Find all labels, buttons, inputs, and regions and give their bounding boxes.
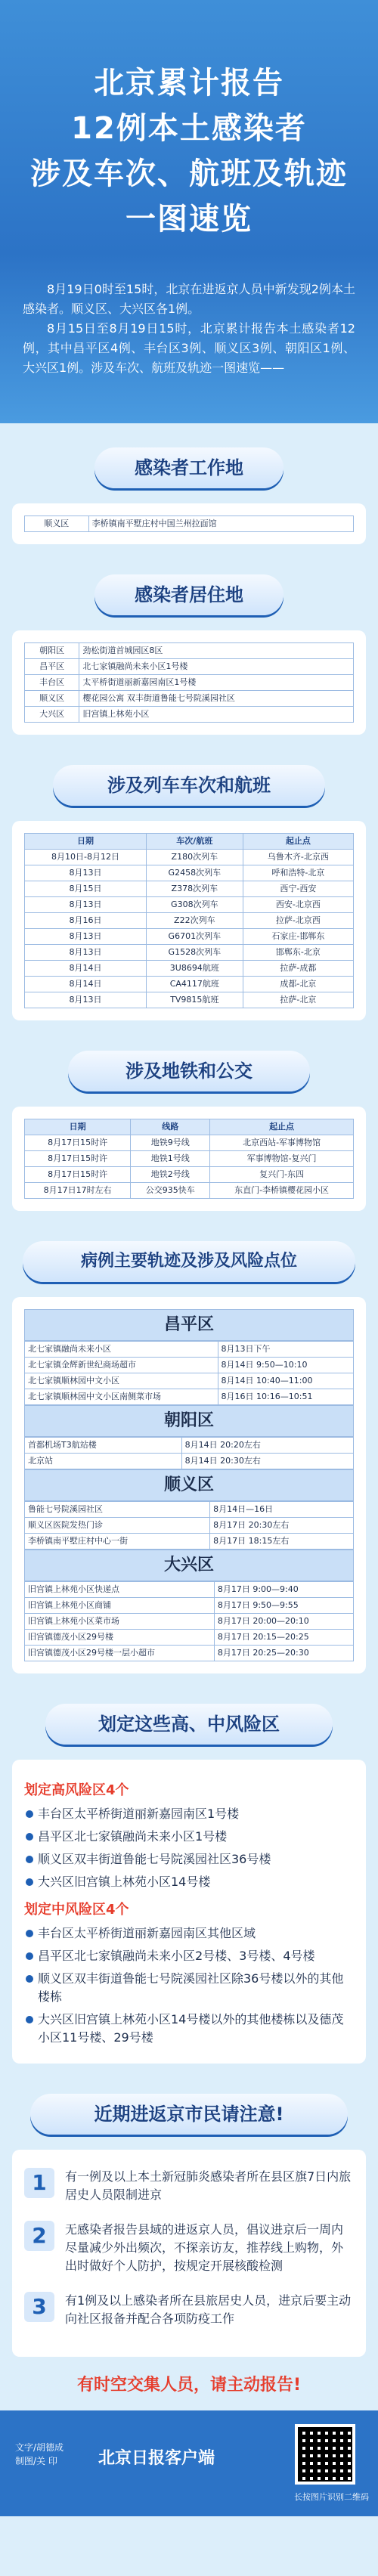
table-row (25, 659, 354, 675)
table-cell: 旧宫镇上林苑小区快递点 (25, 1582, 215, 1598)
table-cell: 8月17日 20:25—20:30 (214, 1646, 353, 1661)
table-row (25, 1630, 354, 1646)
notice-item (24, 2168, 354, 2204)
table-header-row (25, 1119, 354, 1135)
district-table (24, 1501, 354, 1550)
section-title: 涉及列车车次和航班 (53, 765, 325, 806)
residence-card (12, 630, 366, 735)
risk-card (12, 1760, 366, 2064)
table-cell: 北七家镇融尚未来小区 (25, 1342, 218, 1358)
table-row (25, 707, 354, 723)
table-cell: G308次列车 (146, 897, 243, 913)
table-cell: CA4117航班 (146, 977, 243, 992)
table-cell: 拉萨-北京 (243, 992, 353, 1008)
table-row (25, 1373, 354, 1389)
notice-item (24, 2292, 354, 2328)
table-row (25, 865, 354, 881)
section-metro (12, 1051, 366, 1211)
section-title: 近期进返京市民请注意! (30, 2094, 348, 2135)
table-cell: 樱花园公寓 双丰街道鲁能七号院溪园社区 (79, 691, 354, 707)
table-cell: 8月14日 20:20左右 (181, 1438, 353, 1454)
table-cell: 丰台区 (25, 675, 79, 691)
table-cell: 地铁2号线 (131, 1167, 210, 1183)
table-cell: 西宁-西安 (243, 881, 353, 897)
table-cell: 8月13日 (25, 865, 147, 881)
table-cell: 北七家镇顺林园中文小区南侧菜市场 (25, 1389, 218, 1405)
risk-area-item: 丰台区太平桥街道丽新嘉园南区1号楼 (24, 1805, 354, 1823)
table-row (25, 675, 354, 691)
table-row (25, 1582, 354, 1598)
table-cell: 8月17日15时许 (25, 1135, 131, 1151)
table-cell: 北京西站-军事博物馆 (210, 1135, 354, 1151)
district-table (24, 1341, 354, 1405)
table-cell: 邯郸东-北京 (243, 945, 353, 961)
district-table (24, 1581, 354, 1661)
mid-risk-title: 划定中风险区4个 (24, 1902, 129, 1918)
table-row (25, 977, 354, 992)
intro-p1: 8月19日0时至15时，北京在进返京人员中新发现2例本土感染者。顺义区、大兴区各1例。 (23, 282, 355, 316)
table-cell: 8月17日 18:15左右 (210, 1534, 354, 1550)
table-cell: 北京站 (25, 1454, 182, 1469)
table-cell: 8月14日 10:40—11:00 (218, 1373, 353, 1389)
table-header: 起止点 (210, 1119, 354, 1135)
table-cell: 8月13日 (25, 929, 147, 945)
table-cell: Z378次列车 (146, 881, 243, 897)
table-cell: 8月13日 (25, 945, 147, 961)
title-line4: 一图速览 (125, 202, 253, 237)
table-cell: 石家庄-邯郸东 (243, 929, 353, 945)
high-risk-title: 划定高风险区4个 (24, 1782, 129, 1798)
table-row (25, 643, 354, 659)
mid-risk-list (24, 1924, 354, 2047)
table-cell: 旧宫镇德茂小区29号楼一层小超市 (25, 1646, 215, 1661)
table-row (25, 1502, 354, 1518)
table-cell: 8月17日 9:50—9:55 (214, 1598, 353, 1614)
table-cell: 8月17日 9:00—9:40 (214, 1582, 353, 1598)
title-line3: 涉及车次、航班及轨迹 (30, 156, 348, 191)
district-header: 顺义区 (24, 1469, 354, 1501)
table-cell: 李桥镇南平墅庄村中心一街 (25, 1534, 210, 1550)
table-cell: Z180次列车 (146, 850, 243, 865)
credit-design: 制图/关 印 (15, 2456, 57, 2466)
table-header: 车次/航班 (146, 834, 243, 850)
table-cell: TV9815航班 (146, 992, 243, 1008)
table-row (25, 1614, 354, 1630)
table-cell: G6701次列车 (146, 929, 243, 945)
table-header: 日期 (25, 1119, 131, 1135)
table-cell: 顺义区医院发热门诊 (25, 1518, 210, 1534)
table-cell: 乌鲁木齐-北京西 (243, 850, 353, 865)
table-cell: 8月17日15时许 (25, 1167, 131, 1183)
intro-text (23, 280, 355, 378)
district-table (24, 1437, 354, 1469)
slogan: 有时空交集人员，请主动报告! (76, 2376, 302, 2395)
workplace-table (24, 516, 354, 532)
table-row (25, 913, 354, 929)
qr-code-icon[interactable] (295, 2424, 355, 2485)
table-row (25, 1135, 354, 1151)
metro-card (12, 1107, 366, 1211)
table-cell: 8月17日15时许 (25, 1151, 131, 1167)
table-row (25, 1389, 354, 1405)
table-row (25, 1183, 354, 1199)
title-line1: 北京累计报告 (94, 66, 284, 101)
table-cell: 公交935快车 (131, 1183, 210, 1199)
table-cell: 呼和浩特-北京 (243, 865, 353, 881)
section-trains (12, 765, 366, 1020)
risk-area-item: 昌平区北七家镇融尚未来小区1号楼 (24, 1828, 354, 1846)
table-cell: 8月14日 20:30左右 (181, 1454, 353, 1469)
hero-header (0, 0, 378, 423)
table-cell: 东直门-李桥镇樱花园小区 (210, 1183, 354, 1199)
table-cell: 8月14日 (25, 977, 147, 992)
workplace-card (12, 503, 366, 544)
trains-table (24, 833, 354, 1008)
table-cell: 8月10日-8月12日 (25, 850, 147, 865)
risk-area-item: 大兴区旧宫镇上林苑小区14号楼以外的其他楼栋以及德茂小区11号楼、29号楼 (24, 2011, 354, 2047)
table-cell: 8月13日 (25, 992, 147, 1008)
table-row (25, 929, 354, 945)
brand-logo: 北京日报客户端 (98, 2449, 215, 2468)
table-row (25, 1342, 354, 1358)
residence-table (24, 642, 354, 723)
risk-area-item: 昌平区北七家镇融尚未来小区2号楼、3号楼、4号楼 (24, 1947, 354, 1965)
risk-area-item: 丰台区太平桥街道丽新嘉园南区其他区域 (24, 1924, 354, 1943)
table-cell: 地铁9号线 (131, 1135, 210, 1151)
table-cell: 旧宫镇上林苑小区商铺 (25, 1598, 215, 1614)
table-cell: 拉萨-北京西 (243, 913, 353, 929)
section-title: 感染者工作地 (94, 447, 284, 488)
district-header: 大兴区 (24, 1550, 354, 1581)
table-cell: 地铁1号线 (131, 1151, 210, 1167)
district-header: 朝阳区 (24, 1405, 354, 1437)
high-risk-list (24, 1805, 354, 1891)
table-cell: 8月17日 20:00—20:10 (214, 1614, 353, 1630)
title-line2: 12例本土感染者 (71, 111, 307, 146)
table-cell: 顺义区 (25, 516, 89, 532)
section-title: 涉及地铁和公交 (68, 1051, 310, 1091)
section-title: 划定这些高、中风险区 (45, 1704, 333, 1745)
metro-table (24, 1119, 354, 1199)
section-tracks (12, 1241, 366, 1673)
table-cell: 太平桥街道丽新嘉园南区1号楼 (79, 675, 354, 691)
table-row (25, 1646, 354, 1661)
table-row (25, 1438, 354, 1454)
table-row (25, 1151, 354, 1167)
table-cell: 劲松街道首城园区8区 (79, 643, 354, 659)
section-residence (12, 574, 366, 735)
table-cell: 朝阳区 (25, 643, 79, 659)
table-row (25, 1358, 354, 1373)
section-title: 病例主要轨迹及涉及风险点位 (23, 1241, 355, 1282)
table-cell: 8月14日 9:50—10:10 (218, 1358, 353, 1373)
table-row (25, 961, 354, 977)
table-row (25, 992, 354, 1008)
table-cell: 北七家镇金辉新世纪商场超市 (25, 1358, 218, 1373)
section-workplace (12, 447, 366, 544)
table-cell: 8月17日17时左右 (25, 1183, 131, 1199)
table-cell: 8月14日 (25, 961, 147, 977)
table-header: 线路 (131, 1119, 210, 1135)
section-risk (12, 1704, 366, 2064)
table-cell: 8月16日 10:16—10:51 (218, 1389, 353, 1405)
table-row (25, 691, 354, 707)
risk-area-item: 顺义区双丰街道鲁能七号院溪园社区36号楼 (24, 1850, 354, 1869)
section-notice (12, 2094, 366, 2357)
table-header: 起止点 (243, 834, 353, 850)
table-row (25, 1598, 354, 1614)
table-cell: 8月16日 (25, 913, 147, 929)
table-row (25, 897, 354, 913)
intro-p2: 8月15日至8月19日15时，北京累计报告本土感染者12例，其中昌平区4例、丰台区3例、顺义区3例、朝阳区1例、大兴区1例。涉及车次、航班及轨迹一图速览—— (23, 321, 355, 375)
table-cell: 旧宫镇上林苑小区菜市场 (25, 1614, 215, 1630)
table-row (25, 516, 354, 532)
notice-card (12, 2150, 366, 2357)
table-cell: G1528次列车 (146, 945, 243, 961)
notice-item (24, 2221, 354, 2275)
table-header-row (25, 834, 354, 850)
table-cell: 8月13日下午 (218, 1342, 353, 1358)
table-row (25, 1454, 354, 1469)
notice-text: 有1例及以上感染者所在县旅居史人员，进京后要主动向社区报备并配合各项防疫工作 (65, 2293, 352, 2326)
table-row (25, 1518, 354, 1534)
table-cell: 鲁能七号院溪园社区 (25, 1502, 210, 1518)
table-row (25, 945, 354, 961)
table-cell: 首都机场T3航站楼 (25, 1438, 182, 1454)
table-cell: 3U8694航班 (146, 961, 243, 977)
table-cell: 北七家镇顺林园中文小区 (25, 1373, 218, 1389)
table-cell: Z22次列车 (146, 913, 243, 929)
notice-number: 3 (24, 2292, 54, 2322)
district-header: 昌平区 (24, 1309, 354, 1341)
table-cell: 西安-北京西 (243, 897, 353, 913)
table-row (25, 850, 354, 865)
trains-card (12, 821, 366, 1020)
table-header: 日期 (25, 834, 147, 850)
table-row (25, 1167, 354, 1183)
notice-text: 有一例及以上本土新冠肺炎感染者所在县区旗7日内旅居史人员限制进京 (65, 2169, 352, 2202)
table-cell: 顺义区 (25, 691, 79, 707)
footer (0, 2410, 378, 2516)
tracks-card (12, 1297, 366, 1673)
risk-area-item: 大兴区旧宫镇上林苑小区14号楼 (24, 1873, 354, 1891)
table-cell: 拉萨-成都 (243, 961, 353, 977)
table-cell: 军事博物馆-复兴门 (210, 1151, 354, 1167)
table-cell: 旧宫镇上林苑小区 (79, 707, 354, 723)
table-cell: 8月14日—16日 (210, 1502, 354, 1518)
notice-number: 1 (24, 2168, 54, 2198)
table-cell: 李桥镇南平墅庄村中国兰州拉面馆 (88, 516, 353, 532)
table-cell: 8月13日 (25, 897, 147, 913)
notice-text: 无感染者报告县域的进返京人员，倡议进京后一周内尽量减少外出频次，不探亲访友，推荐线上购物，外出时做好个人防护，按规定开展核酸检测 (65, 2222, 344, 2273)
table-row (25, 881, 354, 897)
table-cell: 成都-北京 (243, 977, 353, 992)
credit-text: 文字/胡德成 (15, 2442, 64, 2453)
qr-caption: 长按图片识别二维码 (294, 2492, 369, 2502)
table-cell: 昌平区 (25, 659, 79, 675)
table-cell: 8月15日 (25, 881, 147, 897)
risk-area-item: 顺义区双丰街道鲁能七号院溪园社区除36号楼以外的其他楼栋 (24, 1970, 354, 2006)
section-title: 感染者居住地 (94, 574, 284, 615)
table-cell: 北七家镇融尚未来小区1号楼 (79, 659, 354, 675)
notice-number: 2 (24, 2221, 54, 2251)
table-cell: 旧宫镇德茂小区29号楼 (25, 1630, 215, 1646)
table-cell: 复兴门-东四 (210, 1167, 354, 1183)
table-cell: 8月17日 20:15—20:25 (214, 1630, 353, 1646)
table-row (25, 1534, 354, 1550)
table-cell: G2458次列车 (146, 865, 243, 881)
table-cell: 8月17日 20:30左右 (210, 1518, 354, 1534)
table-cell: 大兴区 (25, 707, 79, 723)
